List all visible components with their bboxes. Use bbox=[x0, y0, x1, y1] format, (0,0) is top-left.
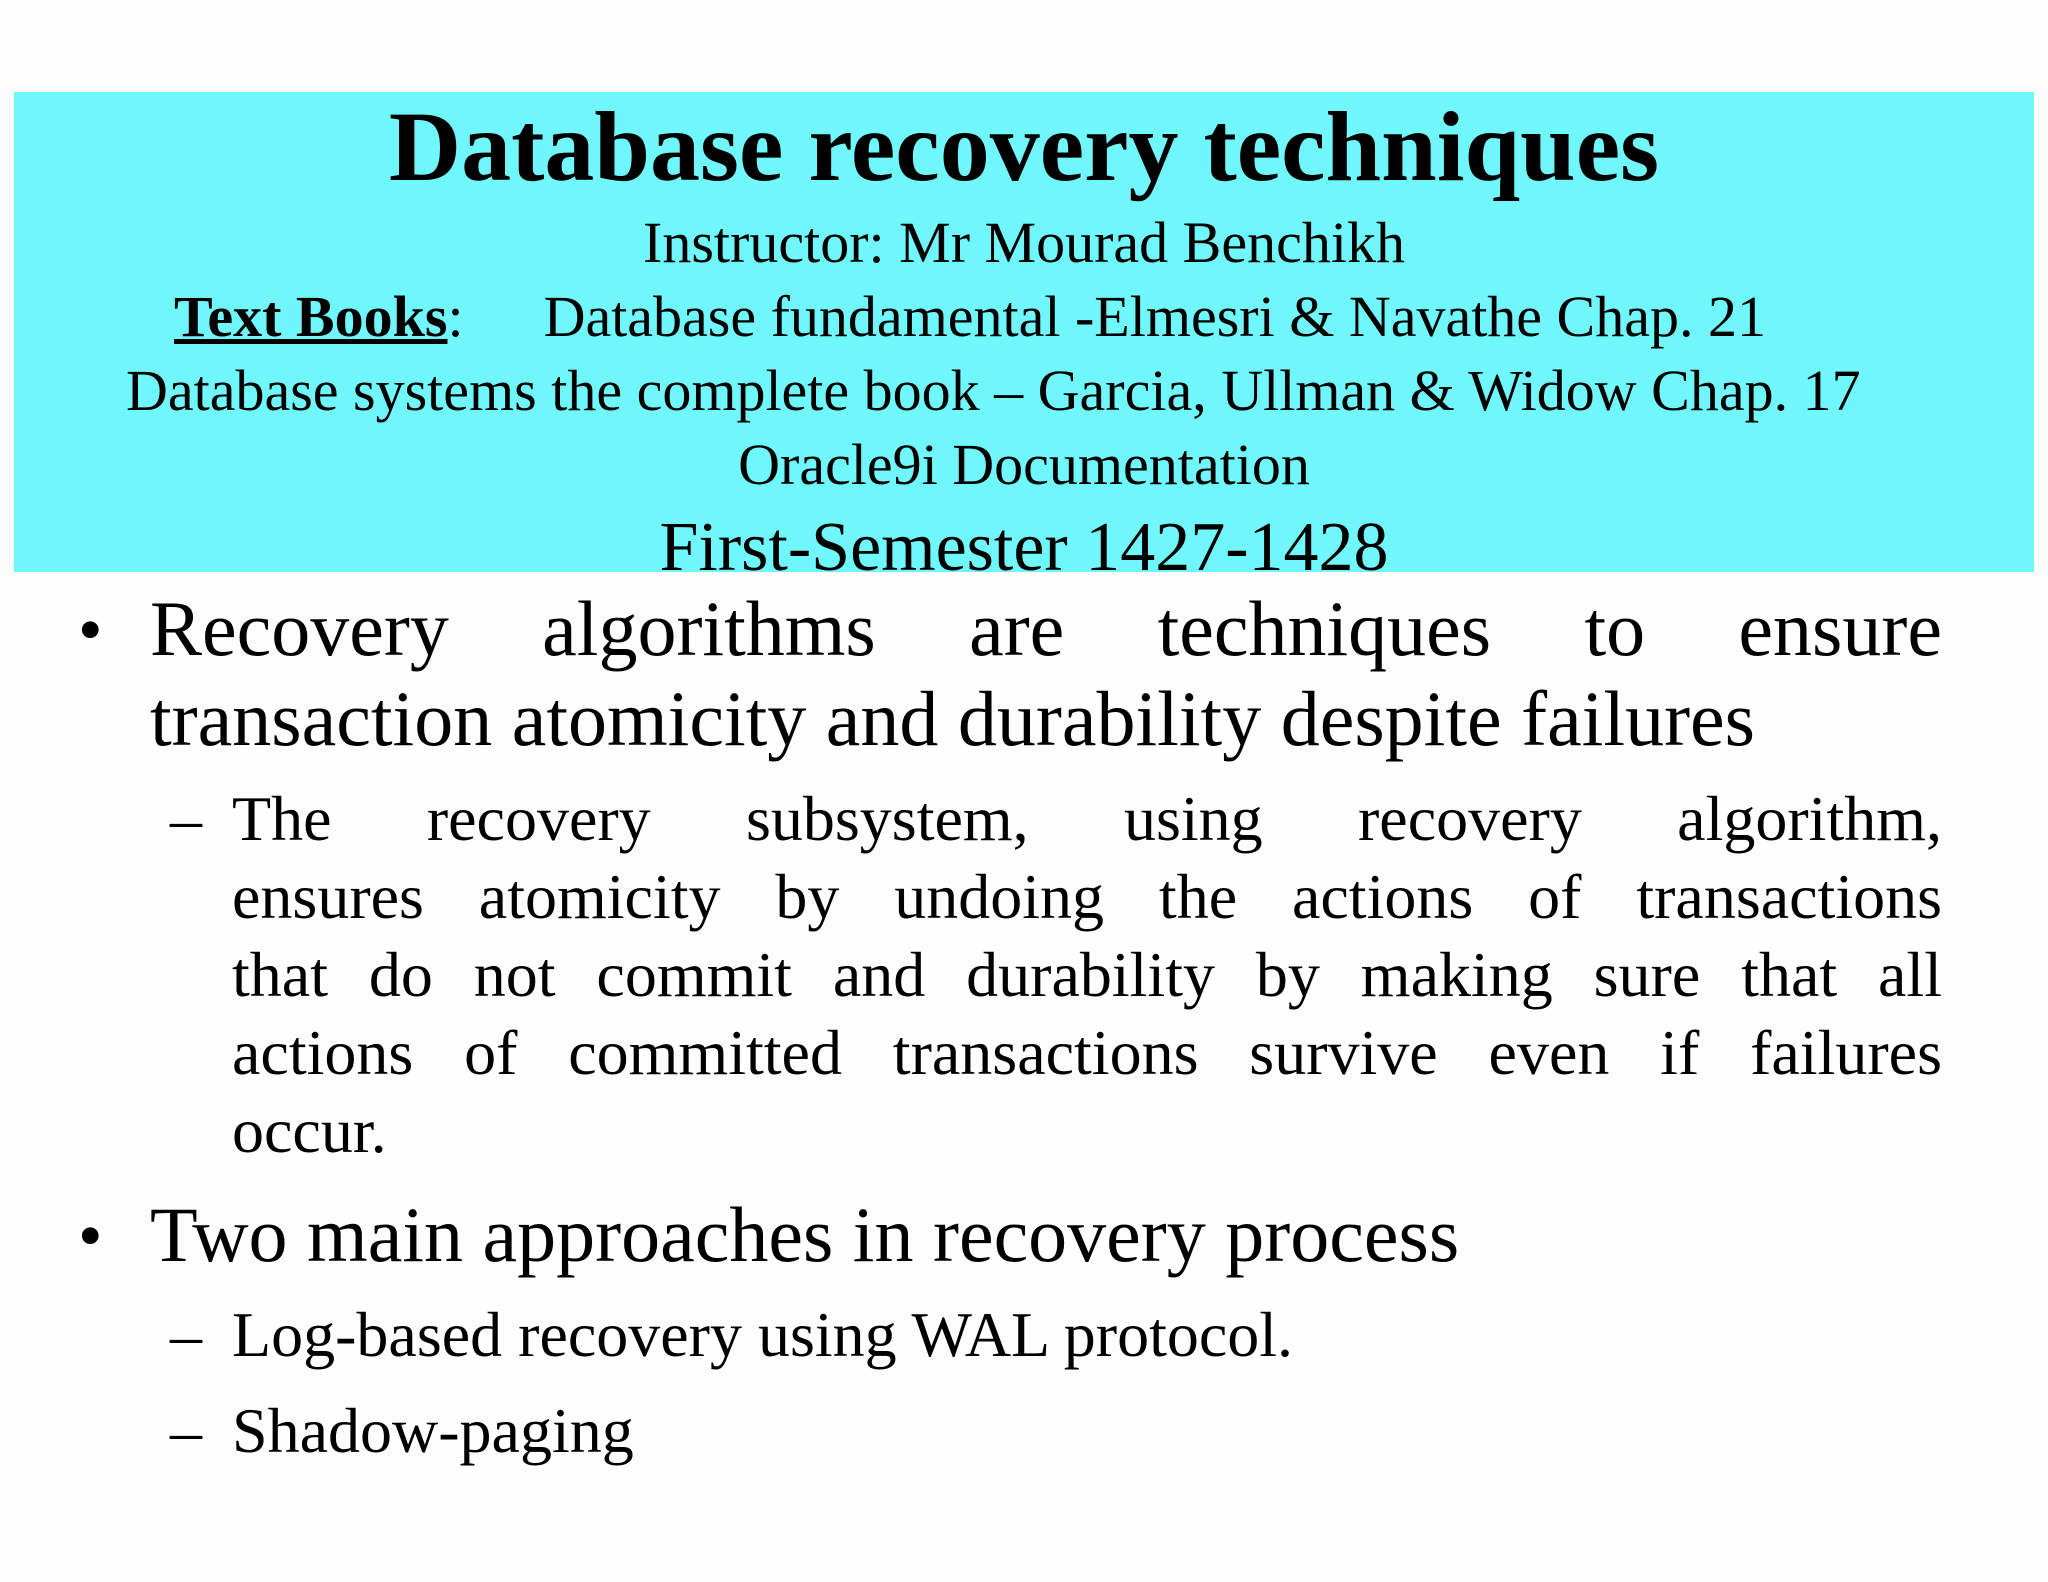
textbooks-label: Text Books bbox=[174, 284, 448, 349]
dash-marker: – bbox=[170, 1395, 202, 1466]
textbook-1: Database fundamental -Elmesri & Navathe Chap. 21 bbox=[543, 284, 1766, 349]
bullet-1-line-1: Recovery algorithms are techniques to ensure bbox=[150, 585, 1942, 672]
sub-bullet-1-line-2: ensures atomicity by undoing the actions of transactions bbox=[232, 861, 1942, 932]
instructor-line: Instructor: Mr Mourad Benchikh bbox=[643, 210, 1405, 275]
textbook-3: Oracle9i Documentation bbox=[738, 432, 1310, 497]
sub-bullet-1-line-1: The recovery subsystem, using recovery algorithm, bbox=[232, 783, 1942, 854]
dash-marker: – bbox=[170, 1299, 202, 1370]
dash-marker: – bbox=[170, 783, 202, 854]
slide-title: Database recovery techniques bbox=[388, 91, 1660, 202]
sub-bullet-1-line-4: actions of committed transactions survive even if failures bbox=[232, 1017, 1942, 1088]
bullet-marker: • bbox=[78, 1198, 103, 1275]
bullet-2-text: Two main approaches in recovery process bbox=[150, 1191, 1460, 1278]
bullet-marker: • bbox=[78, 592, 103, 669]
bullet-1-line-2: transaction atomicity and durability despite failures bbox=[150, 675, 1756, 762]
textbooks-line bbox=[174, 284, 1766, 350]
textbook-2: Database systems the complete book – Garcia, Ullman & Widow Chap. 17 bbox=[126, 358, 1861, 423]
sub-bullet-2-2: Shadow-paging bbox=[232, 1395, 634, 1466]
sub-bullet-2-1: Log-based recovery using WAL protocol. bbox=[232, 1299, 1294, 1370]
textbooks-colon: : bbox=[447, 284, 464, 349]
sub-bullet-1-line-5: occur. bbox=[232, 1095, 387, 1166]
sub-bullet-1-line-3: that do not commit and durability by making sure that all bbox=[232, 939, 1942, 1010]
semester-line: First-Semester 1427-1428 bbox=[659, 509, 1389, 586]
